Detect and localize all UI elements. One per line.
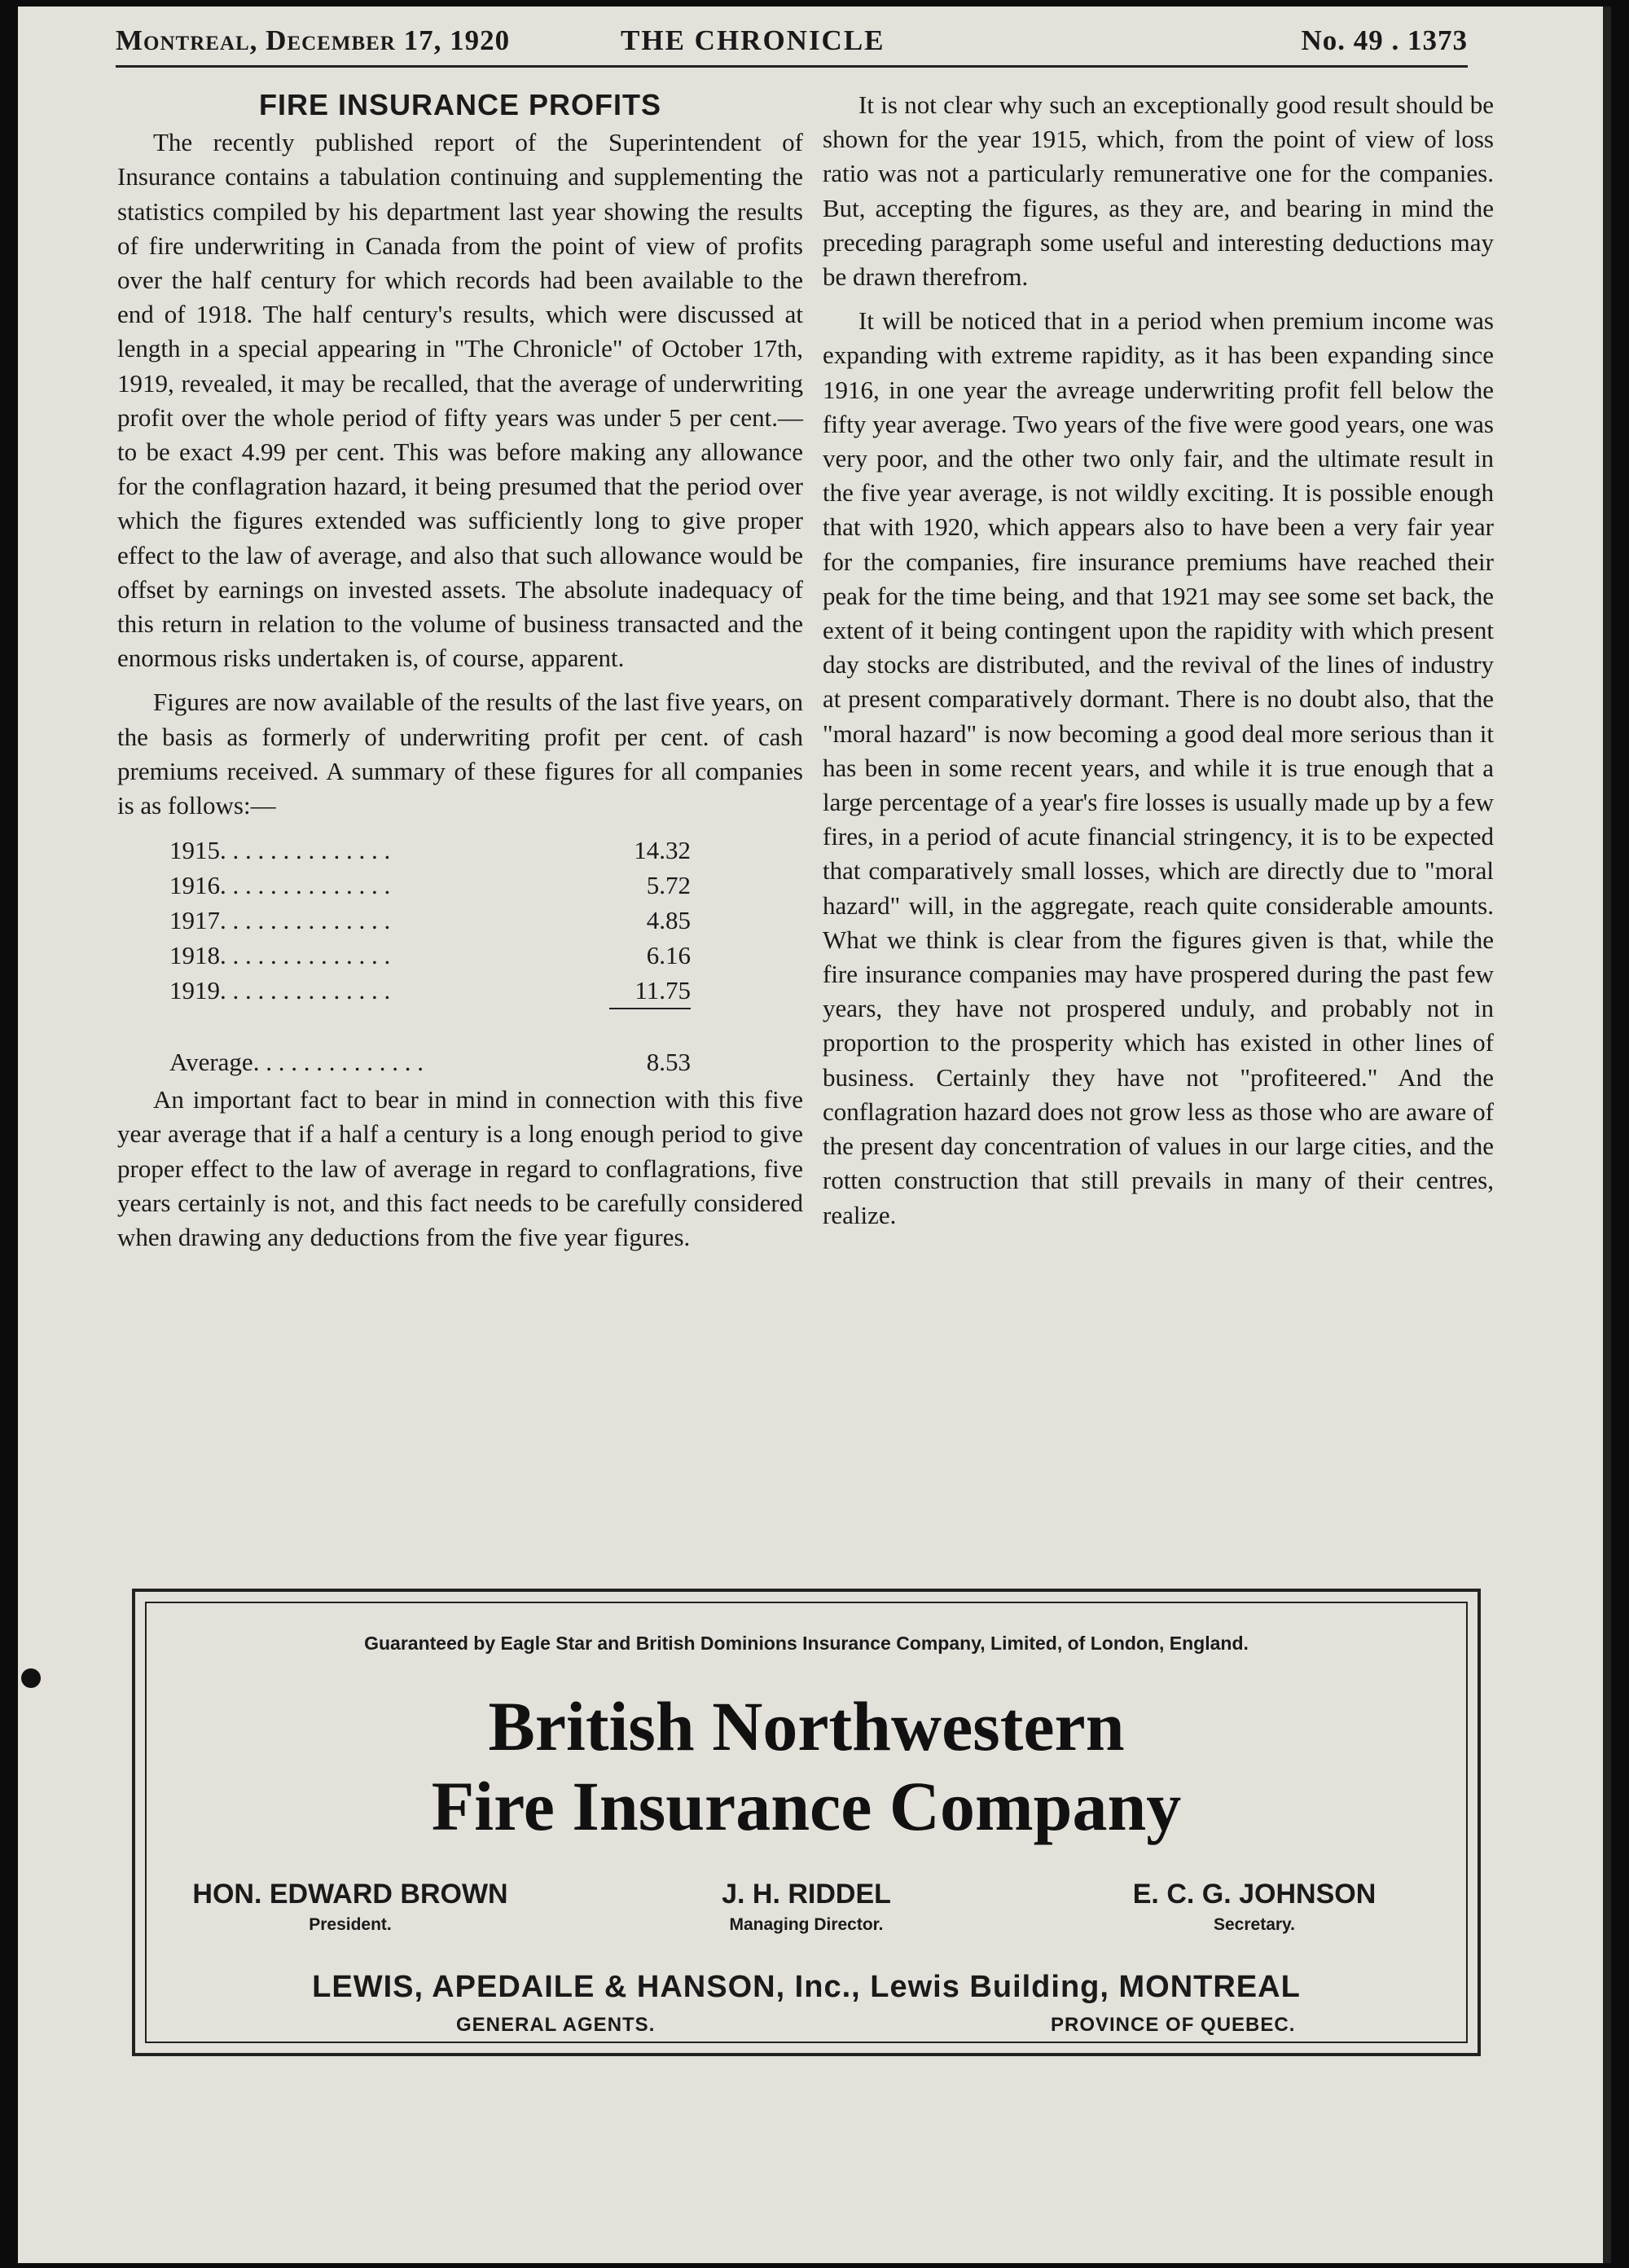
ad-officer-secretary [1075, 1879, 1434, 1935]
table-rule [169, 1009, 691, 1044]
table-value: 5.72 [646, 870, 691, 899]
article-paragraph: The recently published report of the Superintendent of Insurance contains a tabulation continuing and supplementing the statistics compiled by his department last year showing the results of fire underwriting in Canada from the point of view of profits over the half century for which records had been available to the end of 1918. The half century's results, which were discussed at length in a special appearing in "The Chronicle" of October 17th, 1919, revealed, it may be recalled, that the average of underwriting profit over the whole period of fifty years was under 5 per cent.— to be exact 4.99 per cent. This was before making any allowance for the conflagration hazard, it being presumed that the period over which the figures extended was sufficiently long to give proper effect to the law of average, and also that such allowance would be offset by earnings on invested assets. The absolute inadequacy of this return in relation to the volume of business transacted and the enormous risks undertaken is, of course, apparent. [117, 128, 803, 673]
header-dateline: Montreal, December 17, 1920 [116, 24, 511, 56]
officer-title: Managing Director. [729, 1915, 884, 1934]
article-paragraph: Figures are now available of the results of the last five years, on the basis as formerly of underwriting profit per cent. of cash premiums received. A summary of these figures for all companies is as follows:— [117, 688, 803, 820]
dot-leader: . . . . . . . . . . . . . . [220, 905, 391, 934]
header-publication: THE CHRONICLE [621, 24, 885, 56]
table-row [169, 938, 691, 973]
article-title: FIRE INSURANCE PROFITS [258, 88, 662, 121]
ad-company-name [147, 1686, 1466, 1846]
binding-hole-mark [21, 1668, 41, 1688]
ad-officer-managing-director [652, 1879, 961, 1935]
profit-table [169, 833, 691, 1079]
ad-officer-president [179, 1879, 521, 1935]
table-row [169, 833, 691, 868]
ad-guarantee: Guaranteed by Eagle Star and British Dominions Insurance Company, Limited, of London, England. [364, 1633, 1249, 1654]
officer-name: J. H. RIDDEL [722, 1879, 891, 1910]
dot-leader: . . . . . . . . . . . . . . [220, 870, 391, 899]
ad-agents-role: GENERAL AGENTS. [456, 2014, 656, 2036]
officer-title: Secretary. [1213, 1915, 1296, 1934]
table-row [169, 973, 691, 1009]
article-paragraph: It is not clear why such an exceptionally good result should be shown for the year 1915, which, from the point of view of loss ratio was not a particularly remunerative one for the companies. But, accepting the figures, as they are, and bearing in mind the preceding paragraph some useful and interesting deductions may be drawn therefrom. [823, 90, 1494, 292]
advertisement [132, 1589, 1481, 2056]
table-year: 1915 [169, 835, 220, 864]
dot-leader: . . . . . . . . . . . . . . [252, 1047, 424, 1076]
ad-agents: LEWIS, APEDAILE & HANSON, Inc., Lewis Building, MONTREAL [312, 1970, 1301, 2004]
table-value: 4.85 [646, 905, 691, 934]
ad-company-line: Fire Insurance Company [431, 1767, 1182, 1845]
table-year: 1918 [169, 940, 220, 969]
ad-agents-province: PROVINCE OF QUEBEC. [1051, 2014, 1296, 2036]
page-edge-shadow [1603, 7, 1611, 2263]
dot-leader: . . . . . . . . . . . . . . [220, 976, 391, 1005]
article-paragraph: An important fact to bear in mind in connection with this five year average that if a half a century is a long enough period to give proper effect to the law of average in regard to conflagrations, five years certainly is not, and this fact needs to be carefully considered when drawing any deductions from the five year figures. [117, 1085, 803, 1252]
article-paragraph: It will be noticed that in a period when premium income was expanding with extreme rapidity, as it has been expanding since 1916, in one year the avreage underwriting profit fell below the fifty year average. Two years of the five were good years, one was very poor, and the other two only fair, and the ultimate result in the five year average, is not wildly exciting. It is possible enough that with 1920, which appears also to have been a very fair year for the companies, fire insurance premiums have reached their peak for the time being, and that 1921 may see some set back, the extent of it being contingent upon the rapidity with which present day stocks are distributed, and the revival of the lines of industry at present comparatively dormant. There is no doubt also, that the "moral hazard" is now becoming a good deal more serious than it has been in some recent years, and while it is true enough that a large percentage of a year's fire losses is usually made up by a few fires, in a period of acute financial stringency, it is to be expected that comparatively small losses, which are directly due to "moral hazard" will, in the aggregate, reach quite considerable amounts. What we think is clear from the figures given is that, while the fire insurance companies may have prospered during the past few years, they have not prospered unduly, and probably not in proportion to the prosperity which has existed in other lines of business. Certainly they have not "profiteered." And the conflagration hazard does not grow less as those who are aware of the present day concentration of values in our large cities, and the rotten construction that still prevails in many of their centres, realize. [823, 306, 1494, 1229]
officer-name: E. C. G. JOHNSON [1132, 1879, 1377, 1910]
table-row [169, 868, 691, 903]
average-value: 8.53 [646, 1047, 691, 1076]
ad-company-line: British Northwestern [488, 1687, 1125, 1765]
page-header [116, 21, 1468, 68]
table-year: 1916 [169, 870, 220, 899]
table-value: 14.32 [634, 835, 691, 864]
table-year: 1919 [169, 976, 220, 1005]
newspaper-page [18, 7, 1611, 2263]
table-value: 6.16 [646, 940, 691, 969]
dot-leader: . . . . . . . . . . . . . . [220, 835, 391, 864]
officer-title: President. [309, 1915, 392, 1934]
table-year: 1917 [169, 905, 220, 934]
average-label: Average [169, 1047, 253, 1076]
advertisement-inner-border [145, 1602, 1468, 2043]
right-column [823, 88, 1494, 1242]
table-row [169, 903, 691, 938]
table-average-row [169, 1044, 691, 1079]
officer-name: HON. EDWARD BROWN [192, 1879, 508, 1910]
left-column [117, 88, 803, 1264]
dot-leader: . . . . . . . . . . . . . . [220, 940, 391, 969]
header-page-number: No. 49 . 1373 [1301, 24, 1468, 56]
table-value: 11.75 [634, 975, 691, 1004]
